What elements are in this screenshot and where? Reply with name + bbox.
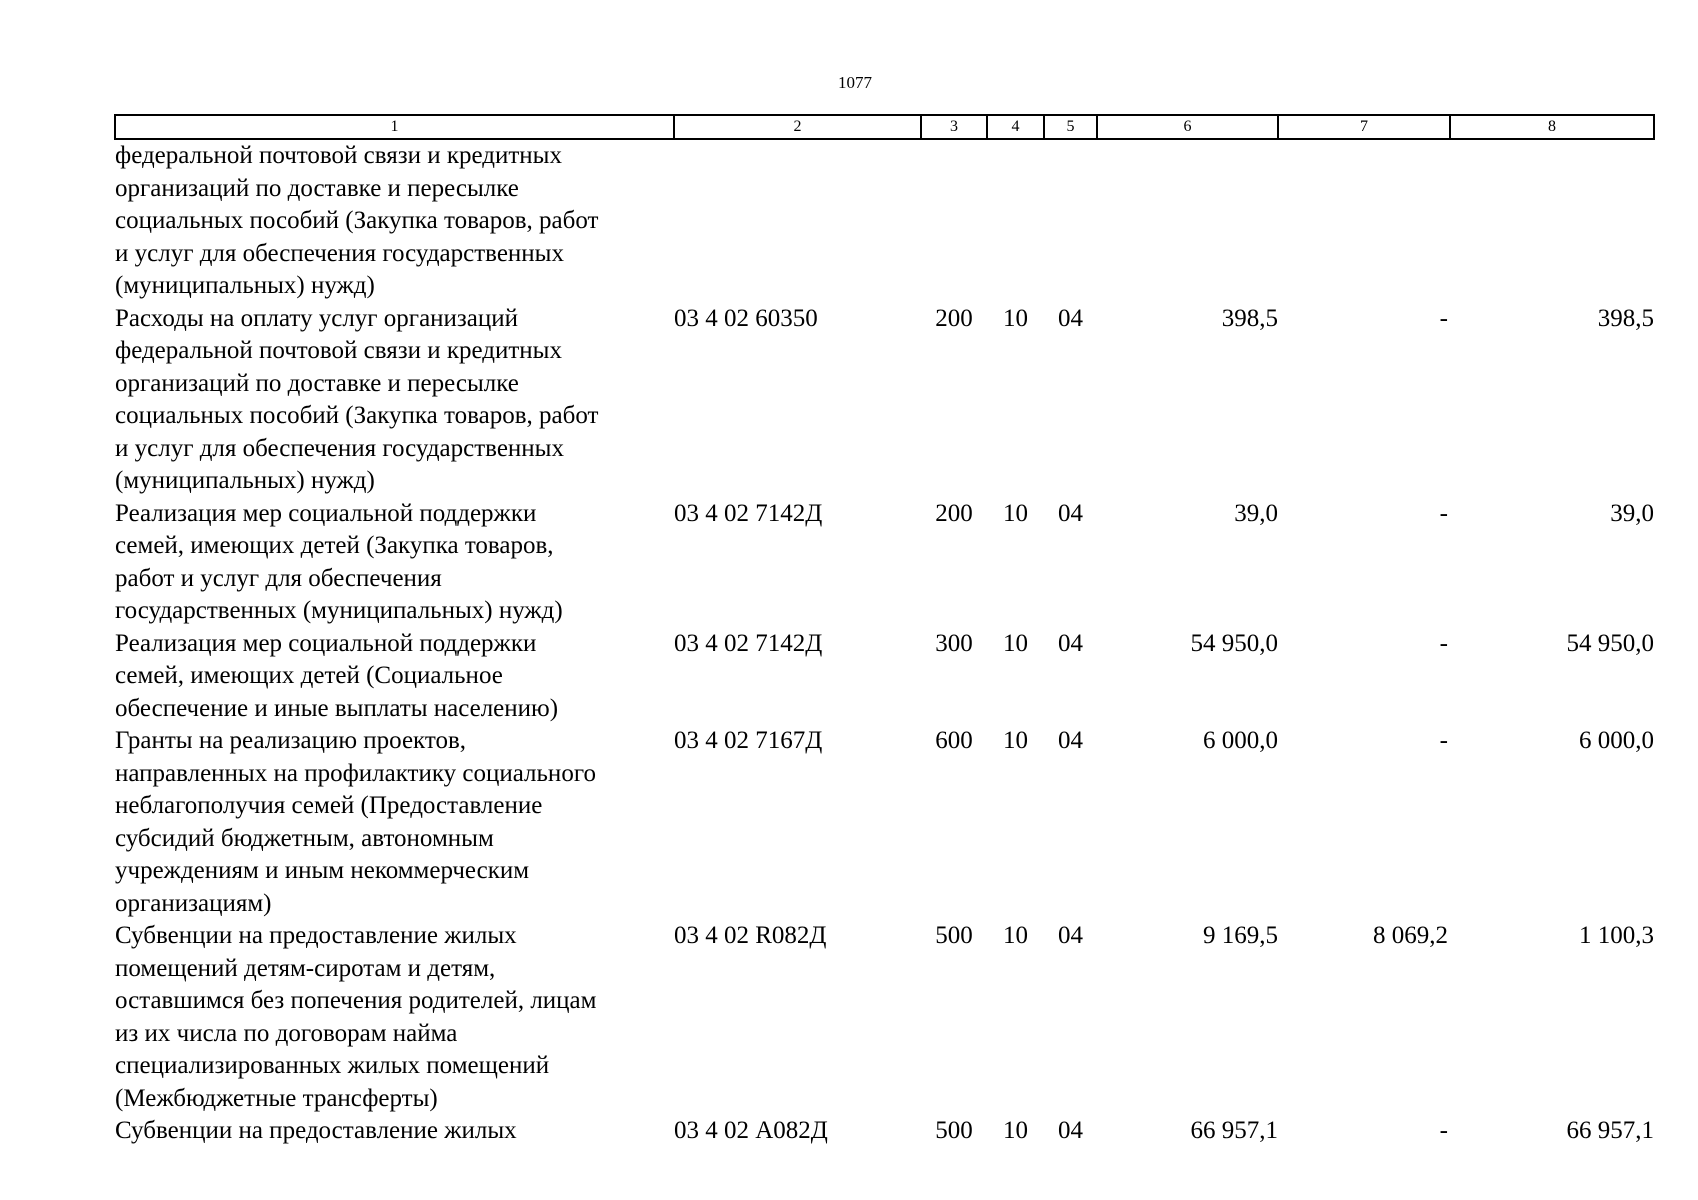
column-header-8: 8 (1450, 115, 1654, 139)
target-article-code (674, 139, 921, 303)
target-article-code: 03 4 02 R082Д (674, 922, 827, 949)
description-line: неблагополучия семей (Предоставление (115, 792, 543, 819)
description-line: (муниципальных) нужд) (115, 467, 375, 494)
row-description (115, 628, 674, 726)
total-amount: 398,5 (1221, 304, 1278, 332)
regional-amount: 1 100,3 (1579, 922, 1654, 949)
table-header (115, 115, 1654, 139)
description-line: из их числа по договорам найма (115, 1019, 458, 1047)
expense-type-code: 500 (935, 922, 973, 949)
section-code: 10 (1003, 922, 1028, 949)
target-article-code: 03 4 02 А082Д (674, 1117, 828, 1144)
table-row (115, 628, 1654, 726)
description-line: работ и услуг для обеспечения (115, 564, 442, 592)
description-line: и услуг для обеспечения государственных (115, 239, 564, 267)
description-line: учреждениям и иным некоммерческим (115, 857, 530, 884)
description-line: организаций по доставке и пересылке (115, 369, 519, 397)
column-header-7: 7 (1278, 115, 1450, 139)
table-row (115, 498, 1654, 628)
subsection-code: 04 (1058, 499, 1083, 527)
expense-type-code: 200 (935, 304, 973, 332)
row-description (115, 498, 674, 628)
description-line: Реализация мер социальной поддержки (115, 499, 537, 527)
total-amount (1097, 139, 1278, 303)
description-line: Расходы на оплату услуг организаций (115, 304, 519, 332)
description-line: социальных пособий (Закупка товаров, работ (115, 402, 599, 429)
regional-amount: 66 957,1 (1566, 1117, 1654, 1144)
federal-amount: - (1439, 727, 1448, 754)
total-amount: 9 169,5 (1203, 922, 1278, 949)
regional-amount: 39,0 (1610, 499, 1654, 527)
expense-type-code: 200 (935, 499, 973, 527)
federal-amount: - (1439, 499, 1448, 527)
federal-amount: - (1439, 629, 1448, 657)
subsection-code: 04 (1058, 629, 1083, 657)
subsection-code: 04 (1058, 1117, 1083, 1144)
regional-amount: 398,5 (1597, 304, 1654, 332)
description-line: обеспечение и иные выплаты населению) (115, 694, 559, 722)
federal-amount: - (1439, 304, 1448, 332)
table-row (115, 139, 1654, 303)
expense-type-code (921, 139, 987, 303)
target-article-code: 03 4 02 60350 (674, 304, 818, 332)
description-line: организаций по доставке и пересылке (115, 174, 519, 202)
target-article-code: 03 4 02 7142Д (674, 499, 823, 527)
section-code: 10 (1003, 304, 1028, 332)
description-line: оставшимся без попечения родителей, лицам (115, 987, 597, 1014)
column-header-3: 3 (921, 115, 987, 139)
expense-type-code: 500 (935, 1117, 973, 1144)
section-code: 10 (1003, 629, 1028, 657)
federal-amount: - (1439, 1117, 1448, 1144)
table-row (115, 920, 1654, 1115)
subsection-code (1044, 139, 1097, 303)
description-line: Гранты на реализацию проектов, (115, 727, 467, 754)
description-line: и услуг для обеспечения государственных (115, 434, 564, 462)
regional-amount: 6 000,0 (1579, 727, 1654, 754)
description-line: семей, имеющих детей (Социальное (115, 662, 503, 689)
row-description (115, 920, 674, 1115)
table-row (115, 303, 1654, 498)
total-amount: 6 000,0 (1203, 727, 1278, 754)
column-header-4: 4 (987, 115, 1044, 139)
column-header-1: 1 (115, 115, 674, 139)
table-row (115, 725, 1654, 920)
description-line: (Межбюджетные трансферты) (115, 1084, 438, 1112)
description-line: государственных (муниципальных) нужд) (115, 597, 563, 624)
description-line: Реализация мер социальной поддержки (115, 629, 537, 657)
total-amount: 39,0 (1234, 499, 1278, 527)
federal-amount (1278, 139, 1450, 303)
description-line: федеральной почтовой связи и кредитных (115, 337, 562, 364)
subsection-code: 04 (1058, 304, 1083, 332)
section-code (987, 139, 1044, 303)
column-header-6: 6 (1097, 115, 1278, 139)
column-header-2: 2 (674, 115, 921, 139)
description-line: специализированных жилых помещений (115, 1052, 550, 1079)
table-row (115, 1115, 1654, 1148)
description-line: субсидий бюджетным, автономным (115, 824, 494, 852)
description-line: федеральной почтовой связи и кредитных (115, 142, 562, 169)
row-description (115, 139, 674, 303)
row-description (115, 725, 674, 920)
row-description (115, 1115, 674, 1148)
expense-type-code: 600 (935, 727, 973, 754)
regional-amount: 54 950,0 (1566, 629, 1654, 657)
description-line: направленных на профилактику социального (115, 759, 596, 787)
header-row (115, 115, 1654, 139)
description-line: Субвенции на предоставление жилых (115, 922, 517, 949)
description-line: Субвенции на предоставление жилых (115, 1117, 517, 1144)
page-number: 1077 (838, 73, 872, 92)
budget-table (114, 114, 1655, 1148)
description-line: семей, имеющих детей (Закупка товаров, (115, 532, 554, 559)
description-line: социальных пособий (Закупка товаров, работ (115, 207, 599, 234)
target-article-code: 03 4 02 7142Д (674, 629, 823, 657)
subsection-code: 04 (1058, 727, 1083, 754)
regional-amount (1450, 139, 1654, 303)
description-line: помещений детям-сиротам и детям, (115, 954, 496, 982)
section-code: 10 (1003, 727, 1028, 754)
federal-amount: 8 069,2 (1373, 922, 1448, 949)
description-line: организациям) (115, 889, 272, 917)
target-article-code: 03 4 02 7167Д (674, 727, 823, 754)
subsection-code: 04 (1058, 922, 1083, 949)
total-amount: 66 957,1 (1190, 1117, 1278, 1144)
row-description (115, 303, 674, 498)
total-amount: 54 950,0 (1190, 629, 1278, 657)
column-header-5: 5 (1044, 115, 1097, 139)
description-line: (муниципальных) нужд) (115, 272, 375, 299)
expense-type-code: 300 (935, 629, 973, 657)
section-code: 10 (1003, 1117, 1028, 1144)
table-body (115, 139, 1654, 1148)
section-code: 10 (1003, 499, 1028, 527)
